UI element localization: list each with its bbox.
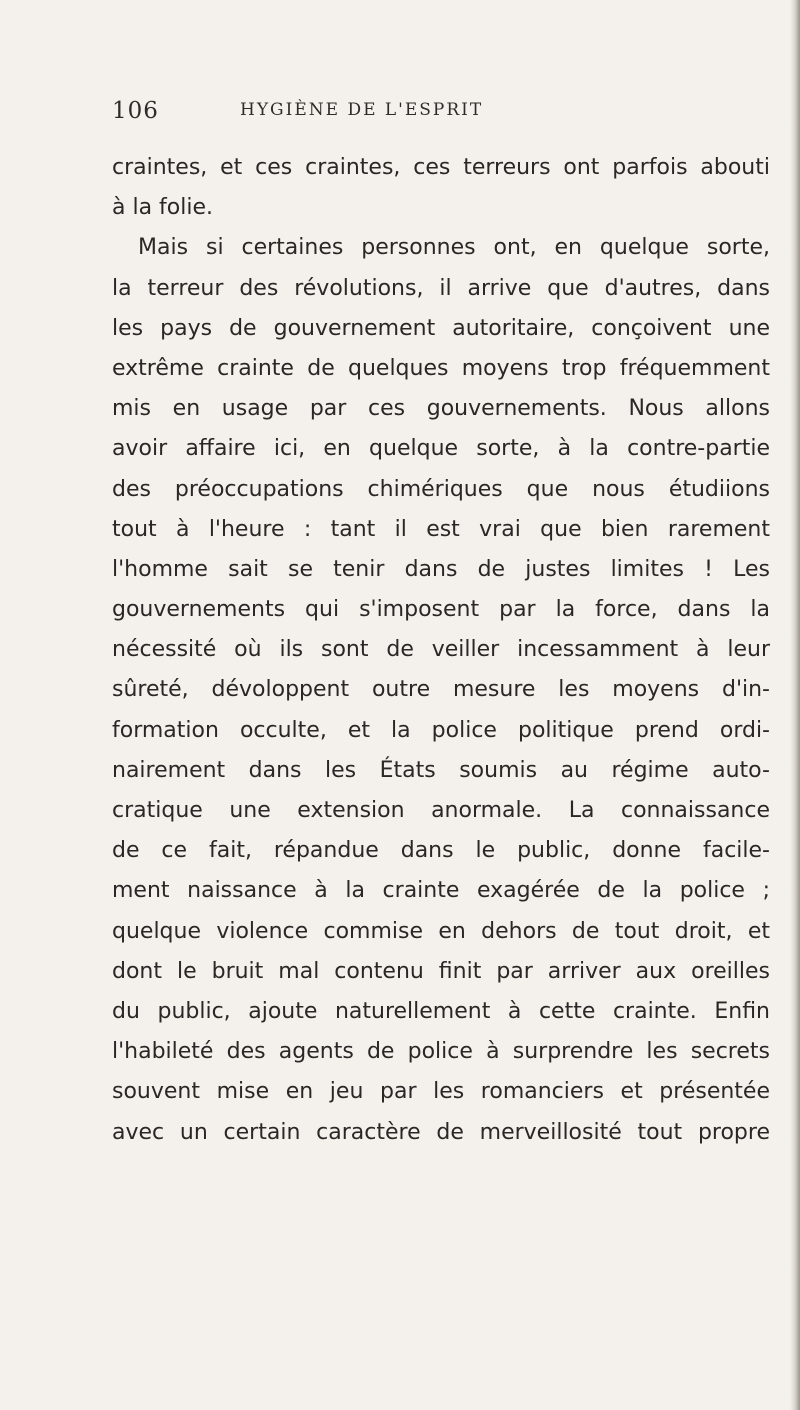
text-line: nécessité où ils sont de veiller incessamment à leur <box>112 637 770 663</box>
text-line: les pays de gouvernement autoritaire, conçoivent une <box>112 315 770 341</box>
body-text <box>112 148 770 1153</box>
text-line: avec un certain caractère de merveillosité tout propre <box>112 1119 770 1145</box>
text-line: Mais si certaines personnes ont, en quelque sorte, <box>138 235 770 261</box>
text-line: nairement dans les États soumis au régime auto- <box>112 757 770 783</box>
text-line: craintes, et ces craintes, ces terreurs ont parfois abouti <box>112 155 770 180</box>
text-line: gouvernements qui s'imposent par la force, dans la <box>112 597 770 623</box>
text-line: à la folie. <box>112 195 214 221</box>
text-line: extrême crainte de quelques moyens trop fréquemment <box>112 355 770 381</box>
text-line: tout à l'heure : tant il est vrai que bien rarement <box>112 516 770 542</box>
text-line: cratique une extension anormale. La connaissance <box>112 798 770 823</box>
text-line: souvent mise en jeu par les romanciers et présentée <box>112 1079 770 1105</box>
text-line: ment naissance à la crainte exagérée de la police ; <box>112 878 770 904</box>
text-line: la terreur des révolutions, il arrive que d'autres, dans <box>112 275 770 301</box>
text-line: l'homme sait se tenir dans de justes limites ! Les <box>112 556 770 582</box>
page-edge-shadow <box>790 0 800 1410</box>
text-line: dont le bruit mal contenu finit par arriver aux oreilles <box>112 958 770 984</box>
running-title: HYGIÈNE DE L'ESPRIT <box>240 100 484 120</box>
text-line: quelque violence commise en dehors de tout droit, et <box>112 918 770 944</box>
text-line: avoir affaire ici, en quelque sorte, à la contre-partie <box>112 436 770 462</box>
text-line: des préoccupations chimériques que nous étudiions <box>112 476 770 502</box>
text-line: formation occulte, et la police politique prend ordi- <box>112 717 770 743</box>
text-line: de ce fait, répandue dans le public, donne facile- <box>112 838 770 864</box>
running-head <box>112 98 672 128</box>
text-line: du public, ajoute naturellement à cette crainte. Enfin <box>112 998 770 1024</box>
text-line: l'habileté des agents de police à surprendre les secrets <box>112 1039 770 1065</box>
page-number: 106 <box>112 98 159 124</box>
text-line: sûreté, dévoloppent outre mesure les moyens d'in- <box>112 677 770 703</box>
text-line: mis en usage par ces gouvernements. Nous allons <box>112 396 770 422</box>
